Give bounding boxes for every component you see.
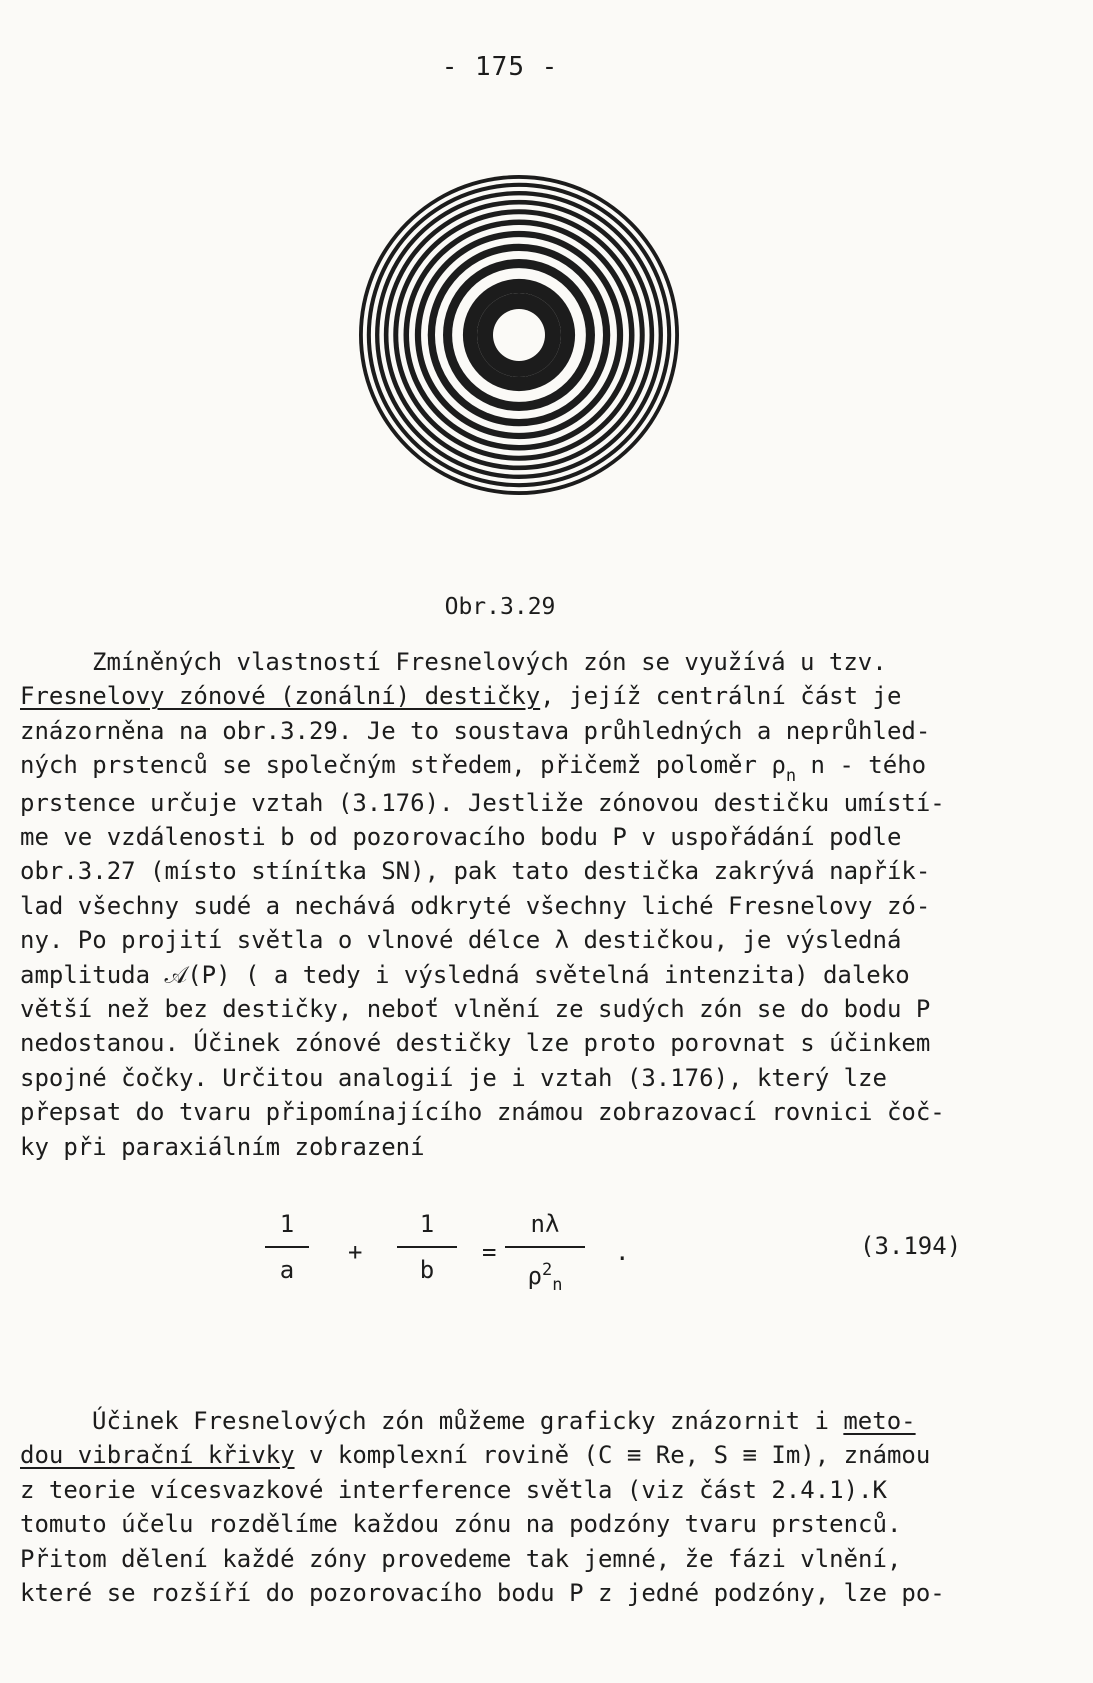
fresnel-zone-plate-figure xyxy=(354,170,684,500)
para1-line: lad všechny sudé a nechává odkryté všechny liché Fresnelovy zó- xyxy=(20,891,931,920)
para1-line xyxy=(20,679,1020,713)
figure-caption: Obr.3.29 xyxy=(444,594,556,620)
text: ných prstenců se společným středem, přičemž poloměr xyxy=(20,751,772,780)
term-zone-plate: Fresnelovy zónové (zonální) destičky xyxy=(20,682,541,711)
text: v komplexní rovině (C ≡ Re, S ≡ Im), známou xyxy=(294,1441,931,1470)
text: n - tého xyxy=(796,751,927,780)
fraction-bar xyxy=(265,1246,309,1248)
equation-number: (3.194) xyxy=(860,1232,962,1260)
subscript: n xyxy=(552,1274,563,1295)
zone-center-transparent xyxy=(493,309,545,361)
rho-symbol: ρ xyxy=(527,1262,542,1290)
fraction-1-over-a xyxy=(265,1208,309,1286)
numerator: 1 xyxy=(419,1210,435,1238)
rho-symbol: ρ xyxy=(771,751,786,780)
para1-line: ny. Po projití světla o vlnové délce λ destičkou, je výsledná xyxy=(20,926,902,955)
para2-line: z teorie vícesvazkové interference světla (viz část 2.4.1).K xyxy=(20,1475,887,1504)
denominator xyxy=(505,1254,585,1295)
text: Účinek Fresnelových zón můžeme graficky znázornit i xyxy=(92,1407,844,1435)
fraction-bar xyxy=(505,1246,585,1248)
numerator: 1 xyxy=(279,1210,295,1238)
fraction-1-over-b xyxy=(397,1208,457,1286)
numerator: nλ xyxy=(530,1210,560,1238)
para1-line: větší než bez destičky, neboť vlnění ze sudých zón se do bodu P xyxy=(20,995,931,1024)
para1-line: ky při paraxiálním zobrazení xyxy=(20,1132,425,1161)
para2-line: které se rozšíří do pozorovacího bodu P z jedné podzóny, lze po- xyxy=(20,1579,945,1608)
paragraph-1 xyxy=(20,645,1020,1164)
denominator: a xyxy=(279,1256,295,1284)
para2-line: Přitom dělení každé zóny provedeme tak jemné, že fázi vlnění, xyxy=(20,1544,902,1573)
plus-sign: + xyxy=(348,1238,363,1266)
text: , jejíž centrální část je xyxy=(540,682,902,711)
para1-line: Zmíněných vlastností Fresnelových zón se využívá u tzv. xyxy=(92,648,887,676)
para1-line: znázorněna na obr.3.29. Je to soustava průhledných a neprůhled- xyxy=(20,716,931,745)
period: . xyxy=(615,1238,630,1266)
para1-line: amplituda 𝒜(P) ( a tedy i výsledná světelná intenzita) daleko xyxy=(20,960,910,989)
fraction-bar xyxy=(397,1246,457,1248)
para1-line: me ve vzdálenosti b od pozorovacího bodu P v uspořádání podle xyxy=(20,823,902,852)
para2-line xyxy=(20,1438,1020,1472)
fresnel-zone-plate-rings xyxy=(359,175,679,495)
equation-3-194 xyxy=(0,1208,1093,1318)
subscript: n xyxy=(785,766,797,787)
paragraph-2 xyxy=(20,1404,1020,1610)
para1-line: obr.3.27 (místo stínítka SN), pak tato destička zakrývá napřík- xyxy=(20,857,931,886)
para2-line xyxy=(20,1404,1020,1438)
superscript: 2 xyxy=(541,1260,553,1280)
term-method: meto- xyxy=(843,1407,916,1435)
para1-line xyxy=(20,748,1020,785)
denominator: b xyxy=(419,1256,435,1284)
page-number: - 175 - xyxy=(441,52,559,82)
para1-line: přepsat do tvaru připomínajícího známou zobrazovací rovnici čoč- xyxy=(20,1098,945,1127)
para1-line: prstence určuje vztah (3.176). Jestliže zónovou destičku umístí- xyxy=(20,788,945,817)
equals-sign: = xyxy=(482,1238,497,1266)
term-vibration-curve: dou vibrační křivky xyxy=(20,1441,295,1470)
para1-line: spojné čočky. Určitou analogií je i vztah (3.176), který lze xyxy=(20,1063,887,1092)
para1-line: nedostanou. Účinek zónové destičky lze proto porovnat s účinkem xyxy=(20,1029,931,1058)
para2-line: tomuto účelu rozdělíme každou zónu na podzóny tvaru prstenců. xyxy=(20,1510,902,1539)
fraction-n-lambda-over-rho-squared xyxy=(505,1208,585,1295)
